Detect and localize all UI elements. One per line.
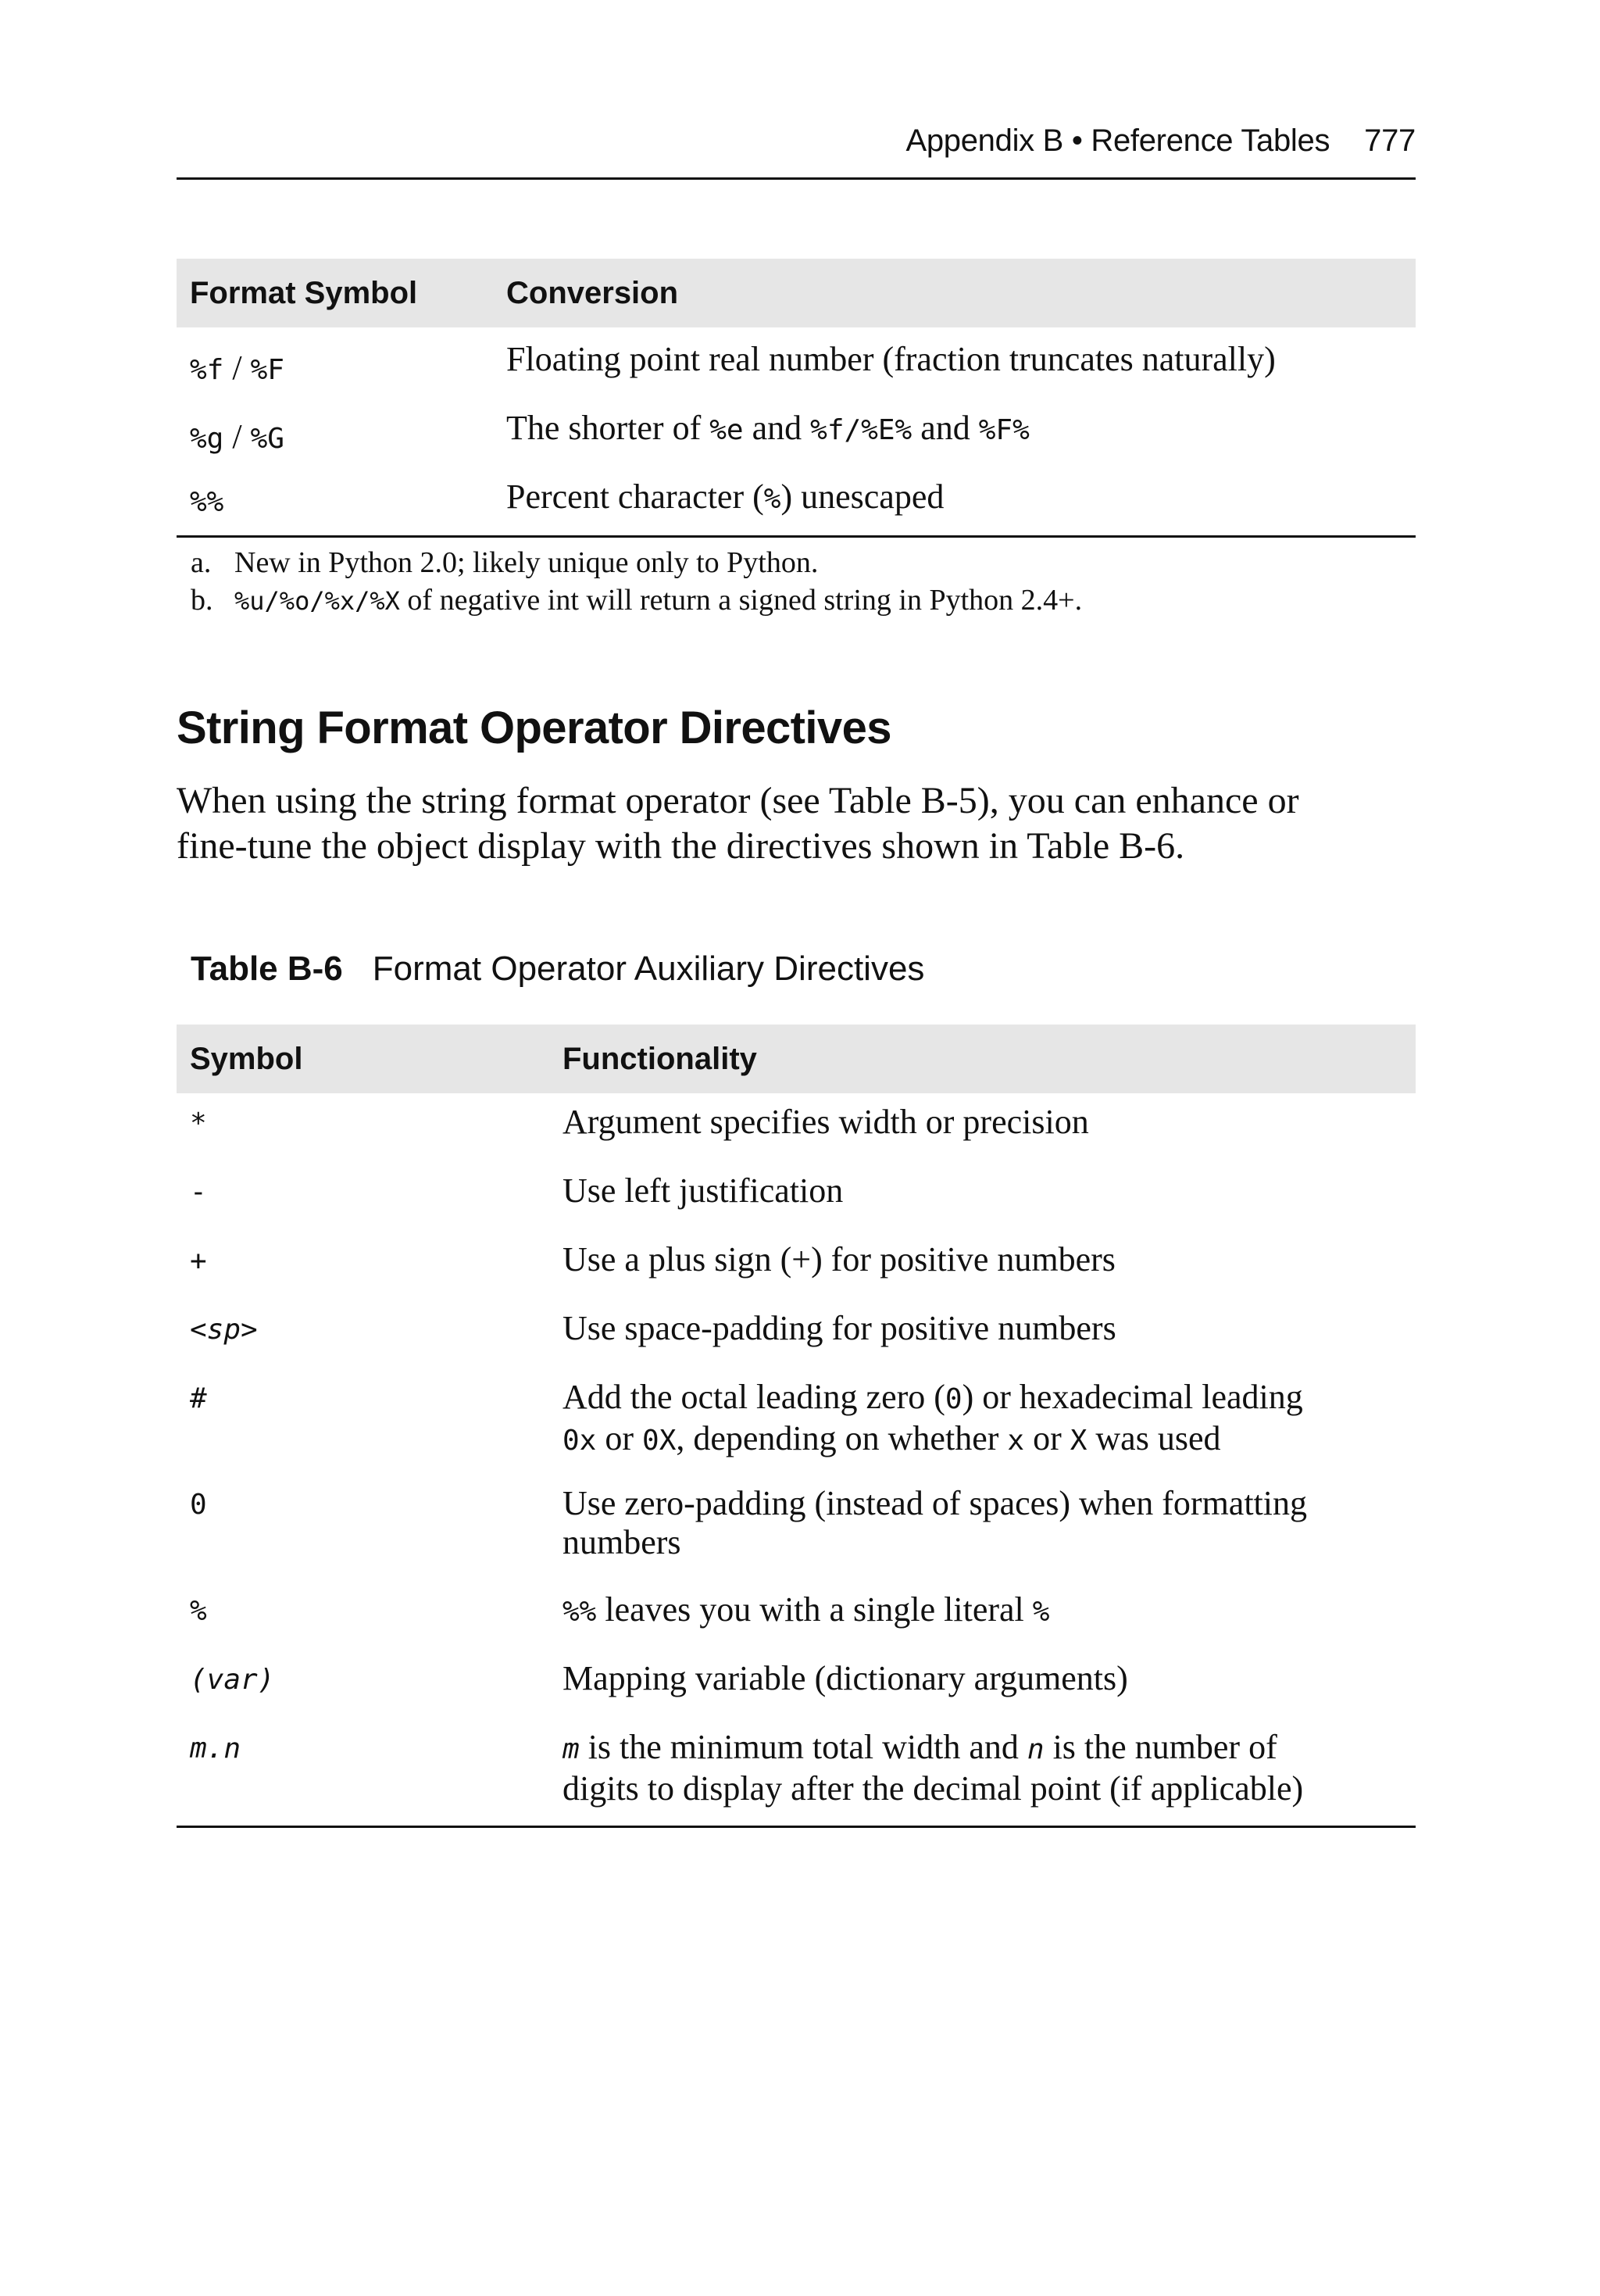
symbol-cell: + [190, 1245, 207, 1277]
functionality-cell: Mapping variable (dictionary arguments) [562, 1659, 1128, 1697]
footnote-a: a. New in Python 2.0; likely unique only to Python. [191, 546, 819, 579]
symbol-cell: * [190, 1107, 207, 1139]
symbol-cell: m.n [190, 1733, 241, 1765]
running-header [177, 119, 1416, 180]
table-row [177, 1162, 1416, 1231]
functionality-cell: Use space-padding for positive numbers [562, 1309, 1116, 1347]
section-intro-paragraph: When using the string format operator (see Table B-5), you can enhance or fine-tune the object display with the directives shown in Table B-6. [177, 780, 1299, 867]
table-title: Format Operator Auxiliary Directives [372, 950, 925, 988]
conversion-cell: Percent character (%) unescaped [506, 477, 945, 516]
symbol-cell: %f / %F [190, 349, 284, 387]
table-row [177, 465, 1416, 534]
section-heading: String Format Operator Directives [177, 703, 891, 753]
functionality-cell: Argument specifies width or precision [562, 1103, 1089, 1141]
conversion-cell: Floating point real number (fraction truncates naturally) [506, 340, 1276, 378]
table-row [177, 1650, 1416, 1718]
footnote-b: b. %u/%o/%x/%X of negative int will return a signed string in Python 2.4+. [191, 584, 1083, 617]
functionality-cell: Use left justification [562, 1171, 844, 1210]
table-caption [191, 950, 924, 989]
directives-table [177, 1025, 1416, 1828]
column-header-functionality: Functionality [562, 1042, 757, 1076]
table-row [177, 1581, 1416, 1650]
symbol-cell: - [190, 1176, 207, 1208]
functionality-cell: %% leaves you with a single literal % [562, 1590, 1050, 1629]
format-symbol-table [177, 259, 1416, 538]
running-header-title: Appendix B • Reference Tables [905, 123, 1330, 158]
functionality-cell: Use a plus sign (+) for positive numbers [562, 1240, 1116, 1279]
table-row [177, 1300, 1416, 1368]
column-header-conversion: Conversion [506, 276, 679, 310]
symbol-cell: <sp> [190, 1314, 258, 1346]
table-row [177, 1231, 1416, 1300]
column-header-symbol: Symbol [190, 1042, 303, 1076]
column-header-format-symbol: Format Symbol [190, 276, 418, 310]
table-number: Table B-6 [191, 950, 343, 988]
table-row [177, 396, 1416, 465]
table-row [177, 1368, 1416, 1475]
table-row [177, 327, 1416, 396]
running-header-text [905, 123, 1416, 159]
symbol-cell: # [190, 1382, 207, 1414]
table-row [177, 1475, 1416, 1581]
functionality-cell: m is the minimum total width and n is the number of digits to display after the decimal point (if applicable) [562, 1728, 1304, 1808]
conversion-cell: The shorter of %e and %f/%E% and %F% [506, 409, 1030, 447]
symbol-cell: (var) [190, 1664, 275, 1696]
symbol-cell: % [190, 1595, 207, 1627]
symbol-cell: 0 [190, 1489, 207, 1521]
symbol-cell: %% [190, 486, 224, 518]
table-header-row [177, 1025, 1416, 1093]
functionality-cell: Use zero-padding (instead of spaces) when formatting numbers [562, 1484, 1308, 1561]
page-number: 777 [1364, 123, 1416, 158]
table-header-row [177, 259, 1416, 327]
symbol-cell: %g / %G [190, 417, 284, 456]
functionality-cell: Add the octal leading zero (0) or hexadecimal leading 0x or 0X, depending on whether x or X was used [562, 1378, 1303, 1457]
table-row [177, 1718, 1416, 1825]
table-row [177, 1093, 1416, 1162]
